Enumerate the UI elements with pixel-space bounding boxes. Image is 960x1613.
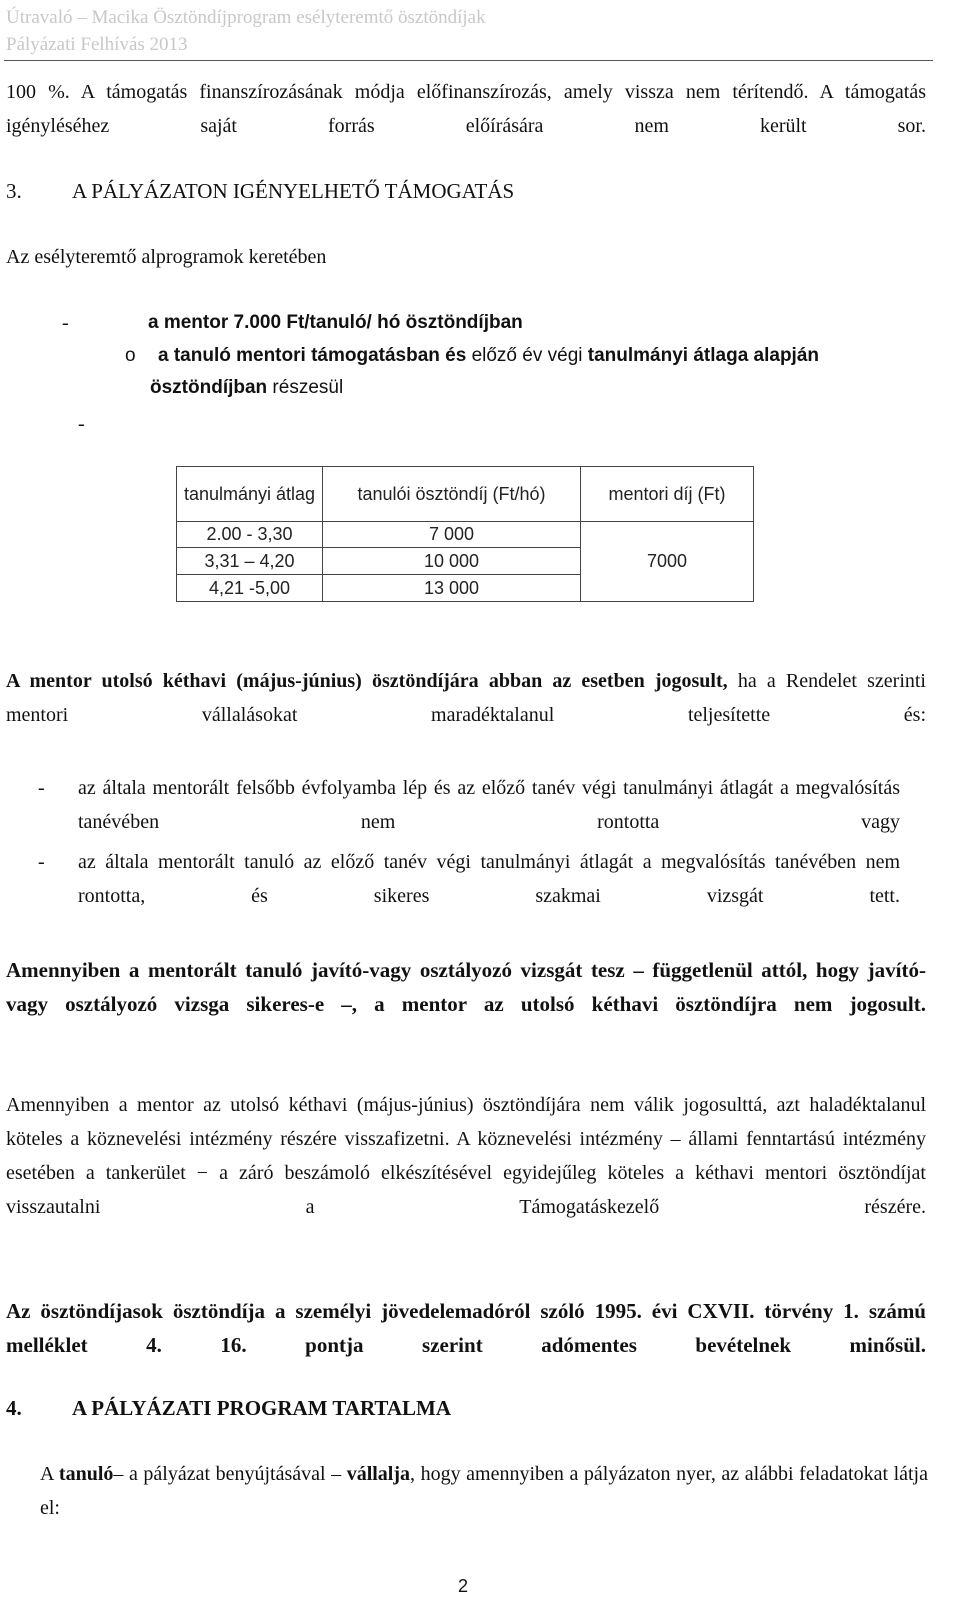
cell-amount: 13 000 [323, 575, 581, 602]
bold-warning-paragraph: Amennyiben a mentorált tanuló javító-vagy osztályozó vizsgát tesz – függetlenül attól, hogy javító- vagy osztályozó vizsga sikeres-e –, a mentor az utolsó kéthavi ösztöndíjra nem jogosult. [6, 958, 926, 1016]
header-title: Útravaló – Macika Ösztöndíjprogram esélyteremtő ösztöndíjak [6, 7, 486, 28]
section-title: A PÁLYÁZATI PROGRAM TARTALMA [72, 1396, 452, 1420]
list-item-student-cont: ösztöndíjban részesül [150, 377, 344, 398]
cell-mentor-fee: 7000 [581, 522, 754, 602]
list-dash: - [62, 312, 69, 334]
section-3-heading [6, 176, 514, 206]
list-bullet: o [125, 345, 136, 366]
condition-dash: - [38, 777, 45, 799]
intro-paragraph: 100 %. A támogatás finanszírozásának módja előfinanszírozás, amely vissza nem térítendő. A támogatás igényléséhez saját forrás előírására nem került sor. [6, 81, 926, 137]
list-item-mentor: a mentor 7.000 Ft/tanuló/ hó ösztöndíjban [148, 312, 523, 333]
header-divider [4, 60, 933, 61]
condition-item [38, 845, 900, 947]
table-row [177, 522, 754, 548]
cell-amount: 7 000 [323, 522, 581, 548]
mentor-paragraph: A mentor utolsó kéthavi (május-június) ösztöndíjára abban az esetben jogosult, ha a Rendelet szerinti mentori vállalásokat maradéktalanul teljesítette és: [6, 670, 926, 726]
cell-range: 3,31 – 4,20 [177, 548, 323, 575]
condition-dash: - [38, 851, 45, 873]
tax-paragraph: Az ösztöndíjasok ösztöndíja a személyi jövedelemadóról szóló 1995. évi CXVII. törvény 1. számú melléklet 4. 16. pontja szerint adómentes bevételnek minősül. [6, 1299, 926, 1357]
th-average: tanulmányi átlag [177, 467, 323, 522]
section-number: 3. [6, 179, 22, 203]
refund-paragraph: Amennyiben a mentor az utolsó kéthavi (május-június) ösztöndíjára nem válik jogosulttá, azt haladéktalanul köteles a köznevelési intézmény részére visszafizetni. A köznevelési intézmény – állami fenntartású intézmény esetében a tankerület − a záró beszámoló elkészítésével egyidejűleg köteles a kéthavi mentori ösztöndíjat visszautalni a Támogatáskezelő részére. [6, 1094, 926, 1218]
cell-range: 4,21 -5,00 [177, 575, 323, 602]
page-header [6, 4, 936, 58]
subintro-text: Az esélyteremtő alprogramok keretében [6, 246, 327, 268]
final-paragraph: A tanuló– a pályázat benyújtásával – vállalja, hogy amennyiben a pályázaton nyer, az alábbi feladatokat látja el: [40, 1463, 928, 1519]
section-title: A PÁLYÁZATON IGÉNYELHETŐ TÁMOGATÁS [72, 179, 515, 203]
section-number: 4. [6, 1396, 22, 1420]
condition-text: az általa mentorált felsőbb évfolyamba lép és az előző tanév végi tanulmányi átlagát a megvalósítás tanévében nem rontotta vagy [78, 777, 900, 833]
section-4-heading [6, 1393, 451, 1423]
header-subtitle: Pályázati Felhívás 2013 [6, 34, 188, 55]
list-dash-2: - [78, 413, 85, 435]
scholarship-table [176, 466, 754, 602]
condition-text: az általa mentorált tanuló az előző tanév végi tanulmányi átlagát a megvalósítás tanévében nem rontotta, és sikeres szakmai vizsgát tett. [78, 851, 900, 907]
cell-amount: 10 000 [323, 548, 581, 575]
th-mentor-fee: mentori díj (Ft) [581, 467, 754, 522]
cell-range: 2.00 - 3,30 [177, 522, 323, 548]
table-header-row [177, 467, 754, 522]
th-scholarship: tanulói ösztöndíj (Ft/hó) [323, 467, 581, 522]
page-number: 2 [458, 1576, 469, 1596]
list-item-student: a tanuló mentori támogatásban és előző év végi tanulmányi átlaga alapján [158, 345, 820, 366]
